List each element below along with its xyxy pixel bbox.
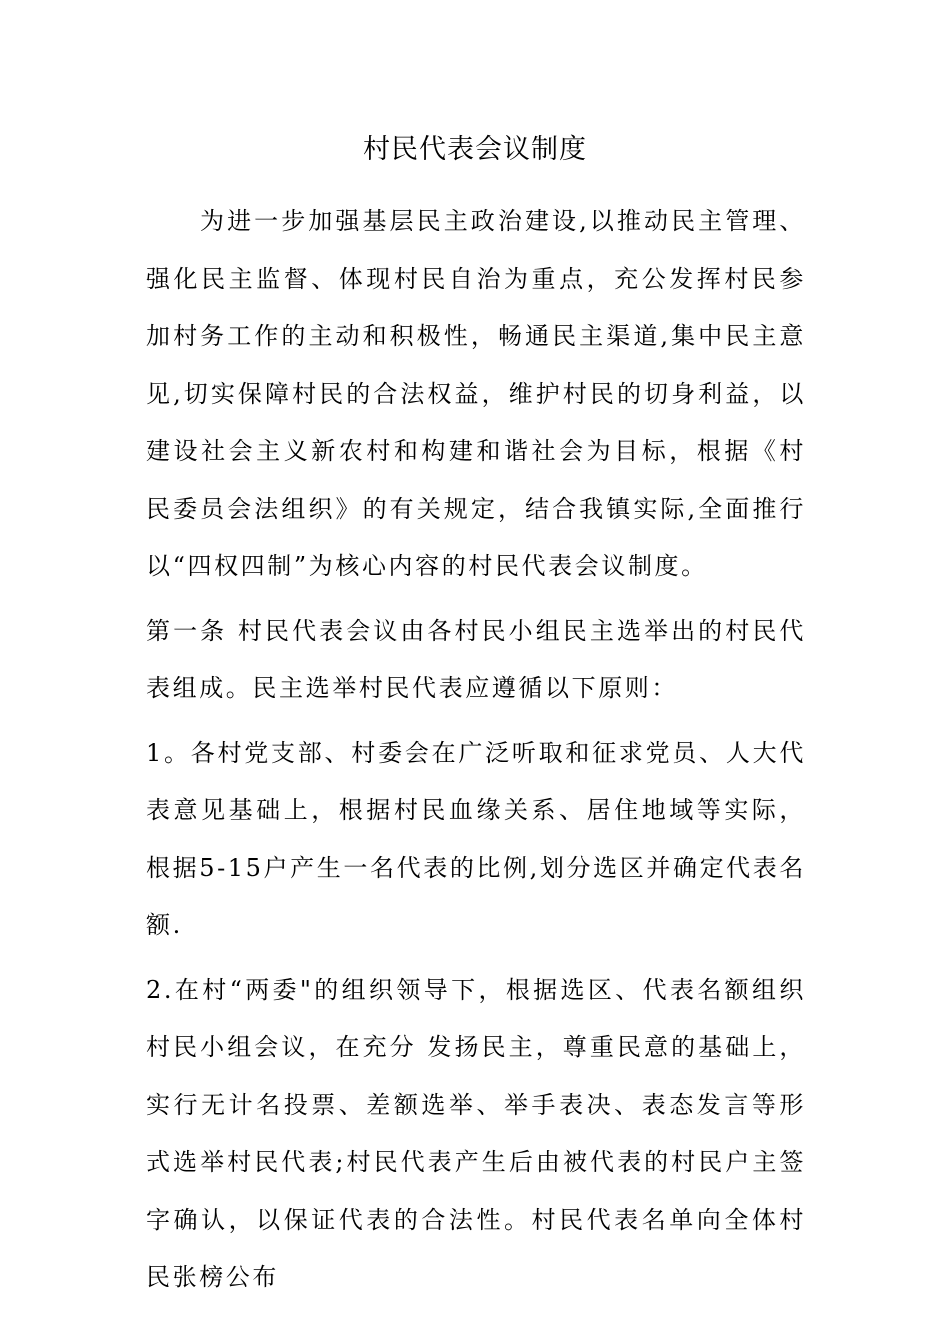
paragraph-preamble: 为进一步加强基层民主政治建设,以推动民主管理、强化民主监督、体现村民自治为重点，充公发挥村民参加村务工作的主动和积极性，畅通民主渠道,集中民主意见,切实保障村民的合法权益，维护村民的切身利益，以建设社会主义新农村和构建和谐社会为目标，根据《村民委员会法组织》的有关规定，结合我镇实际,全面推行以“四权四制”为核心内容的村民代表会议制度。 xyxy=(146,207,806,580)
paragraph-item-1: 1。各村党支部、村委会在广泛听取和征求党员、人大代表意见基础上，根据村民血缘关系、居住地域等实际，根据5-15户产生一名代表的比例,划分选区并确定代表名额. xyxy=(146,738,806,939)
paragraph-article-1: 第一条 村民代表会议由各村民小组民主选举出的村民代表组成。民主选举村民代表应遵循以下原则： xyxy=(146,616,806,702)
paragraph-item-2: 2.在村“两委"的组织领导下，根据选区、代表名额组织村民小组会议，在充分 发扬民主，尊重民意的基础上，实行无计名投票、差额选举、举手表决、表态发言等形式选举村民代表;村民代表产生后由被代表的村民户主签字确认，以保证代表的合法性。村民代表名单向全体村民张榜公布 xyxy=(146,975,806,1291)
document-body xyxy=(146,193,806,1307)
document-title: 村民代表会议制度 xyxy=(363,134,587,165)
